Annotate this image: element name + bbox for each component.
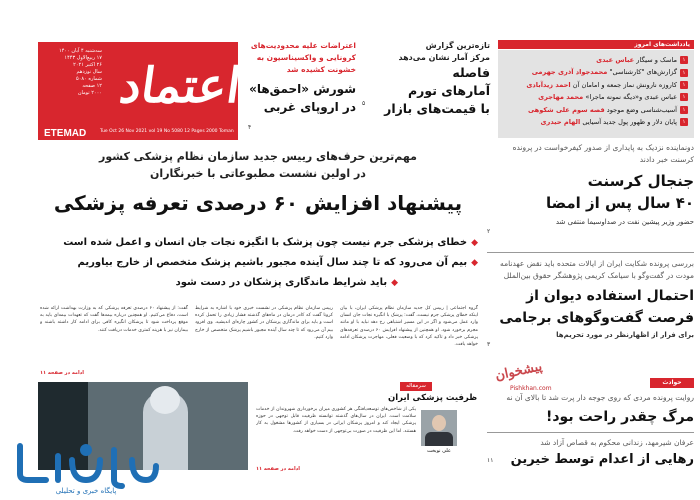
lead-bullet bbox=[44, 235, 478, 251]
toc-page-number: ۱ bbox=[680, 118, 688, 126]
toc-item[interactable] bbox=[504, 79, 688, 91]
editorial-body: یکی از شاخص‌های توسعه‌یافتگی هر کشوری میزان برخورداری شهروندان از خدمات سلامت است. ایران در سال‌های گذشته توانسته ظرفیت قابل توجهی در حوزه پزشکی ایجاد کند و امروز پزشکان ایرانی در بسیاری از کشورها مشغول به کار هستند. اما این ظرفیت در صورت بی‌توجهی از دست خواهد رفت. bbox=[256, 407, 416, 434]
issue-line: سال نوزدهم bbox=[76, 69, 102, 75]
continued-link[interactable]: ادامه در صفحه ۱۱ bbox=[40, 370, 84, 376]
lead-bullet bbox=[44, 255, 478, 271]
story-headline: فرصت گفت‌وگوهای برجامی bbox=[499, 310, 694, 326]
page-number: ۵ bbox=[362, 100, 366, 107]
bullet-icon: ◆ bbox=[471, 238, 478, 248]
author-avatar bbox=[421, 410, 457, 446]
story-incidents[interactable] bbox=[487, 392, 694, 471]
editorial-label: سرمقاله bbox=[400, 382, 432, 391]
story-headline: احتمال استفاده دیوان از bbox=[526, 288, 694, 304]
toc-header: یادداشت‌های امروز bbox=[498, 40, 694, 49]
story-subhead: برای فرار از اظهارنظر در مورد تحریم‌ها bbox=[556, 331, 694, 339]
bullet-text: بیم آن می‌رود که تا چند سال آینده مجبور باشیم پزشک متخصص از خارج بیاوریم bbox=[77, 257, 468, 268]
issue-line: ۲۶ اکتبر ۲۰۲۱ bbox=[73, 62, 102, 68]
avatar-body bbox=[425, 432, 453, 446]
toc-item[interactable] bbox=[504, 54, 688, 66]
photo-shape bbox=[150, 386, 180, 414]
issue-line: شماره ۵۰۸۰ bbox=[76, 76, 102, 82]
teaser-inflation[interactable] bbox=[362, 40, 490, 140]
teaser-headline: آمارهای تورم bbox=[408, 83, 490, 98]
toc-page-number: ۱ bbox=[680, 106, 688, 114]
divider bbox=[487, 252, 694, 253]
teaser-kicker: اعتراضات علیه محدودیت‌های کرونایی و واکسیناسیون به خشونت کشیده شد bbox=[250, 41, 356, 74]
story-headline: رهایی از اعدام توسط خیرین bbox=[510, 452, 694, 467]
page-number: ۲ bbox=[487, 228, 491, 235]
lead-bullet bbox=[44, 275, 478, 291]
toc-item-text: گزارش‌های "کارشناسی" bbox=[609, 68, 677, 77]
story-kicker: روایت پرونده مردی که روی جوجه دار پرت شد تا بالای آن نه bbox=[506, 393, 694, 402]
lead-bullets bbox=[44, 235, 478, 291]
toc-item-text: ماسک و سیگار bbox=[636, 56, 677, 64]
teaser-kicker: مرکز آمار نشان می‌دهد bbox=[398, 53, 490, 62]
issue-info bbox=[42, 48, 102, 97]
logo-dot bbox=[80, 444, 92, 456]
toc-item[interactable] bbox=[504, 66, 688, 78]
toc-item-text: عباس عبدی و«دیگه نمونه ماجرا» bbox=[585, 93, 677, 102]
toc-item-text: آسیب‌شناسی وضع موجود bbox=[606, 105, 677, 114]
lead-story[interactable] bbox=[38, 148, 478, 218]
toc-item-author: الهام حیدری bbox=[540, 118, 581, 127]
toc-page-number: ۱ bbox=[680, 56, 688, 64]
author-name: علی نوبخت bbox=[427, 448, 451, 454]
lead-headline: پیشنهاد افزایش ۶۰ درصدی تعرفه پزشکی bbox=[53, 191, 463, 215]
lead-kicker: در اولین نشست مطبوعاتی با خبرنگاران bbox=[150, 167, 366, 180]
page-number: ۳ bbox=[487, 341, 491, 348]
site-logo[interactable] bbox=[6, 436, 166, 496]
toc-page-number: ۱ bbox=[680, 93, 688, 101]
toc-item-author: محمد مهاجری bbox=[538, 93, 584, 102]
story-headline: جنجال کرسنت bbox=[587, 172, 694, 190]
teaser-kicker: تازه‌ترین گزارش bbox=[425, 41, 490, 50]
site-tagline: پایگاه خبری و تحلیلی bbox=[55, 487, 117, 495]
body-column: گفت: از پیشنهاد ۶۰ درصدی تعرفه پزشکی که به وزارت بهداشت ارائه شده است، دفاع می‌کنیم. او همچنین درباره بیمه‌ها گفت که تعهدات بیمه‌ای باید به موقع پرداخت شود تا پزشکان انگیزه کافی برای ادامه کار داشته باشند و بیماران نیز با هزینه کمتری خدمات دریافت کنند. bbox=[40, 306, 188, 333]
story-crescent[interactable] bbox=[487, 142, 694, 235]
section-label: حوادث bbox=[650, 378, 694, 388]
toc-page-number: ۱ bbox=[680, 81, 688, 89]
page-number: ۴ bbox=[248, 124, 252, 131]
divider bbox=[487, 432, 694, 433]
story-headline: ۴۰ سال پس از امضا bbox=[545, 194, 694, 212]
toc-item-author: محمدجواد آذری جهرمی bbox=[531, 68, 608, 77]
toc-item-text: پایان دلار و ظهور پول جدید آسیایی bbox=[582, 118, 677, 127]
body-column: گروه اجتماعی | رییس کل جدید سازمان نظام پزشکی ایران، با بیان اینکه خطای پزشکی جرم نیست، گفت: پزشک با انگیزه نجات جان انسان وارد عمل می‌شود و اگر در این مسیر اشتباهی رخ دهد نباید با او مانند مجرم برخورد شود. او همچنین از پیشنهاد افزایش ۶۰ درصدی تعرفه‌های پزشکی خبر داد و تاکید کرد که با وضعیت فعلی، مهاجرت پزشکان ادامه خواهد یافت. bbox=[340, 306, 478, 348]
toc-item-text: کاروزه نارونش نماز جمعه و امامان آن bbox=[572, 80, 677, 89]
issue-line: ۲۰۰۰ تومان bbox=[77, 90, 102, 96]
watermark-url[interactable]: Pishkhan.com bbox=[510, 385, 552, 392]
issue-line: سه‌شنبه ۴ آبان ۱۴۰۰ bbox=[59, 48, 102, 54]
brand-latin: ETEMAD bbox=[44, 128, 87, 139]
story-kicker: عرفان شیرمهد، زندانی محکوم به قصاص آزاد شد bbox=[540, 438, 694, 447]
bullet-icon: ◆ bbox=[391, 278, 398, 288]
issue-line: ۱۷ ربیع‌الاول ۱۴۴۳ bbox=[64, 55, 102, 61]
editorial-title[interactable]: ظرفیت پزشکی ایران bbox=[388, 393, 478, 403]
teaser-headline: فاصله bbox=[452, 65, 490, 80]
toc-item-author: احمد زیدآبادی bbox=[526, 80, 571, 89]
newspaper-logo[interactable]: اعتماد bbox=[116, 58, 245, 114]
continued-link[interactable]: ادامه در صفحه ۱۱ bbox=[256, 466, 300, 472]
toc-item[interactable] bbox=[504, 104, 688, 116]
toc-item-author: قصه سوم علی شکوهی bbox=[527, 105, 605, 114]
bullet-text: باید شرایط ماندگاری پزشکان در دست شود bbox=[175, 277, 388, 288]
story-kicker: بررسی پرونده شکایت ایران از ایالات متحده باید نقض عهدنامه مودت در گفت‌وگو با سیامک کریمی پژوهشگر حقوق بین‌الملل bbox=[500, 259, 694, 280]
issue-line: ۱۲ صفحه bbox=[82, 83, 102, 89]
bullet-text: خطای پزشکی جرم نیست چون پزشک با انگیزه نجات جان انسان و اعمل شده است bbox=[63, 237, 468, 248]
watermark-text: پیشخوان bbox=[493, 359, 544, 384]
page-number: ۱۱ bbox=[487, 456, 494, 464]
teaser-headline: با قیمت‌های بازار bbox=[384, 101, 490, 116]
story-court[interactable] bbox=[487, 258, 694, 348]
story-kicker: دونماینده نزدیک به پایداری از صدور کیفرخواست در پرونده کرسنت خبر دادند bbox=[512, 143, 694, 164]
toc-list bbox=[498, 50, 694, 138]
bullet-icon: ◆ bbox=[471, 258, 478, 268]
story-headline: مرگ چقدر راحت بود! bbox=[545, 409, 694, 425]
teaser-headline: شورش «احمق‌ها» در اروپای غربی bbox=[249, 82, 356, 114]
avatar-head bbox=[432, 415, 446, 431]
lead-kicker: مهم‌ترین حرف‌های رییس جدید سازمان نظام پزشکی کشور bbox=[99, 150, 417, 163]
toc-item[interactable] bbox=[504, 91, 688, 103]
story-subhead: حضور وزیر پیشین نفت در صداوسیما منتفی شد bbox=[555, 218, 694, 226]
toc-item-author: عباس عبدی bbox=[596, 56, 635, 64]
toc-page-number: ۱ bbox=[680, 69, 688, 77]
issue-footer: Tue Oct 26 Nov 2021 vol 19 No 5080 12 Pages 2000 Toman bbox=[100, 129, 234, 134]
body-column: رییس سازمان نظام پزشکی در نشست خبری خود با اشاره به شرایط کرونا گفت که کادر درمان در ماه‌های گذشته فشار زیادی را تحمل کرده است و باید برای ماندگاری پزشکان در کشور چاره‌ای اندیشید. وی افزود بیم آن می‌رود که تا چند سال آینده مجبور باشیم پزشک متخصص از خارج وارد کنیم. bbox=[195, 306, 333, 340]
toc-item[interactable] bbox=[504, 116, 688, 128]
teaser-europe[interactable] bbox=[248, 40, 356, 140]
